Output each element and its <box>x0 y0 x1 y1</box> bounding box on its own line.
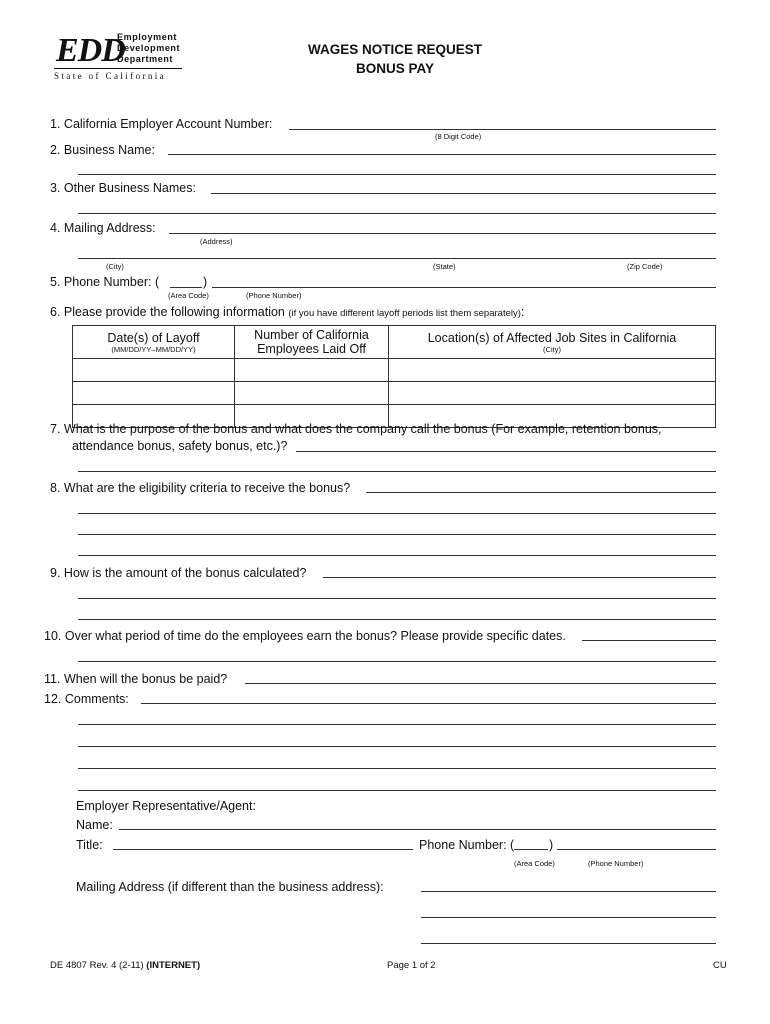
eligibility-criteria-field-line4[interactable] <box>78 555 716 556</box>
q3-number: 3. <box>50 181 61 195</box>
q6-note: (if you have different layoff periods list them separately) <box>288 308 521 319</box>
q5-text: Phone Number: ( <box>63 275 160 289</box>
q2-number: 2. <box>50 143 61 157</box>
business-name-field-line2[interactable] <box>78 174 716 175</box>
other-business-names-field[interactable] <box>211 193 716 194</box>
q12-text: Comments: <box>64 692 129 706</box>
q4-hint-zip: (Zip Code) <box>627 262 663 271</box>
q6-label <box>50 305 524 321</box>
rep-phone-paren-close: ) <box>549 838 554 852</box>
rep-mailing-address-field-line2[interactable] <box>421 917 716 918</box>
rep-phone-number-field[interactable] <box>557 849 716 850</box>
table-cell-count[interactable] <box>235 359 389 382</box>
bonus-calculation-field-line3[interactable] <box>78 619 716 620</box>
form-subtitle: BONUS PAY <box>355 61 435 76</box>
eligibility-criteria-field-line3[interactable] <box>78 534 716 535</box>
rep-hint-phone: (Phone Number) <box>588 859 644 868</box>
table-cell-count[interactable] <box>235 382 389 405</box>
bonus-purpose-field[interactable] <box>296 451 716 452</box>
q8-text: What are the eligibility criteria to receive the bonus? <box>63 481 351 495</box>
col-dates-title: Date(s) of Layoff <box>107 331 200 345</box>
q1-text: California Employer Account Number: <box>63 117 273 131</box>
form-identifier <box>50 960 200 971</box>
q6-number: 6. <box>50 305 61 319</box>
col-location-sub: (City) <box>543 345 561 354</box>
logo-mark: EDD <box>56 32 125 69</box>
comments-field-line2[interactable] <box>78 724 716 725</box>
q2-label <box>50 143 155 158</box>
q8-label <box>50 481 350 496</box>
layoff-table-header <box>73 326 716 359</box>
rep-title-field[interactable] <box>113 849 413 850</box>
q4-hint-address: (Address) <box>200 237 233 246</box>
q10-number: 10. <box>44 629 62 643</box>
form-id-internet: (INTERNET) <box>146 960 201 971</box>
form-id-text: DE 4807 Rev. 4 (2-11) <box>50 960 144 971</box>
rep-area-code-field[interactable] <box>514 849 548 850</box>
q2-text: Business Name: <box>63 143 155 157</box>
col-count-header <box>235 326 389 359</box>
col-count-line2: Employees Laid Off <box>257 342 366 356</box>
col-dates-header <box>73 326 235 359</box>
logo-rule <box>54 68 182 69</box>
q7-text-line1: What is the purpose of the bonus and what does the company call the bonus (For example, retention bonus, <box>63 422 662 436</box>
comments-field-line4[interactable] <box>78 768 716 769</box>
q3-text: Other Business Names: <box>63 181 196 195</box>
q1-label <box>50 117 272 132</box>
q4-hint-state: (State) <box>433 262 456 271</box>
area-code-field[interactable] <box>170 287 202 288</box>
bonus-paid-date-field[interactable] <box>245 683 716 684</box>
form-title: WAGES NOTICE REQUEST <box>307 42 483 57</box>
q9-text: How is the amount of the bonus calculated? <box>63 566 307 580</box>
logo-dept-line1: Employment <box>117 32 178 42</box>
earning-period-field-line2[interactable] <box>78 661 716 662</box>
mailing-address-field[interactable] <box>169 233 716 234</box>
q7-label-line1 <box>50 422 662 437</box>
q12-number: 12. <box>44 692 62 706</box>
comments-field[interactable] <box>141 703 716 704</box>
bonus-calculation-field-line2[interactable] <box>78 598 716 599</box>
q12-label <box>44 692 129 707</box>
comments-field-line3[interactable] <box>78 746 716 747</box>
q7-number: 7. <box>50 422 61 436</box>
col-dates-sub: (MM/DD/YY–MM/DD/YY) <box>111 345 196 354</box>
q10-label <box>44 629 566 644</box>
eligibility-criteria-field-line2[interactable] <box>78 513 716 514</box>
q5-hint-area: (Area Code) <box>168 291 209 300</box>
employer-account-number-field[interactable] <box>289 129 716 130</box>
q10-text: Over what period of time do the employees earn the bonus? Please provide specific dates. <box>64 629 566 643</box>
q1-number: 1. <box>50 117 61 131</box>
q4-number: 4. <box>50 221 61 235</box>
rep-title-label: Title: <box>76 838 103 852</box>
bonus-purpose-field-line2[interactable] <box>78 471 716 472</box>
table-cell-location[interactable] <box>389 359 716 382</box>
comments-field-line5[interactable] <box>78 790 716 791</box>
rep-name-field[interactable] <box>119 829 716 830</box>
q4-text: Mailing Address: <box>63 221 156 235</box>
table-row <box>73 382 716 405</box>
col-location-title: Location(s) of Affected Job Sites in California <box>427 331 677 345</box>
rep-hint-area: (Area Code) <box>514 859 555 868</box>
q7-label-line2: attendance bonus, safety bonus, etc.)? <box>72 439 288 453</box>
eligibility-criteria-field[interactable] <box>366 492 716 493</box>
q6-text: Please provide the following information <box>63 305 285 319</box>
q5-hint-phone: (Phone Number) <box>246 291 302 300</box>
col-location-header <box>389 326 716 359</box>
table-row <box>73 359 716 382</box>
q8-number: 8. <box>50 481 61 495</box>
q6-colon: : <box>520 305 525 319</box>
footer-code: CU <box>713 960 727 971</box>
q11-text: When will the bonus be paid? <box>63 672 228 686</box>
q5-paren-close: ) <box>203 275 208 289</box>
q1-hint: (8 Digit Code) <box>435 132 482 141</box>
page-number: Page 1 of 2 <box>387 960 436 971</box>
rep-phone-label: Phone Number: ( <box>419 838 515 852</box>
business-name-field[interactable] <box>168 154 716 155</box>
table-cell-location[interactable] <box>389 382 716 405</box>
col-count-line1: Number of California <box>254 328 369 342</box>
q3-label <box>50 181 196 196</box>
other-business-names-field-line2[interactable] <box>78 213 716 214</box>
q4-hint-city: (City) <box>106 262 124 271</box>
layoff-table <box>72 325 716 428</box>
q9-label <box>50 566 306 581</box>
logo-dept-line3: Department <box>117 54 174 64</box>
table-cell-dates[interactable] <box>73 382 235 405</box>
q11-number: 11. <box>44 672 61 686</box>
logo-dept-line2: Development <box>117 43 181 53</box>
q5-label <box>50 275 159 290</box>
q11-label <box>44 672 227 687</box>
rep-name-label: Name: <box>76 818 113 832</box>
phone-number-field[interactable] <box>212 287 716 288</box>
rep-heading: Employer Representative/Agent: <box>76 799 256 813</box>
q5-number: 5. <box>50 275 61 289</box>
city-state-zip-field[interactable] <box>78 258 716 259</box>
rep-mailing-address-field-line3[interactable] <box>421 943 716 944</box>
q9-number: 9. <box>50 566 61 580</box>
table-cell-dates[interactable] <box>73 359 235 382</box>
bonus-calculation-field[interactable] <box>323 577 716 578</box>
rep-mailing-address-field[interactable] <box>421 891 716 892</box>
logo-state-line: State of California <box>54 71 167 81</box>
earning-period-field[interactable] <box>582 640 716 641</box>
q4-label <box>50 221 156 236</box>
rep-mailing-label: Mailing Address (if different than the business address): <box>76 880 384 894</box>
